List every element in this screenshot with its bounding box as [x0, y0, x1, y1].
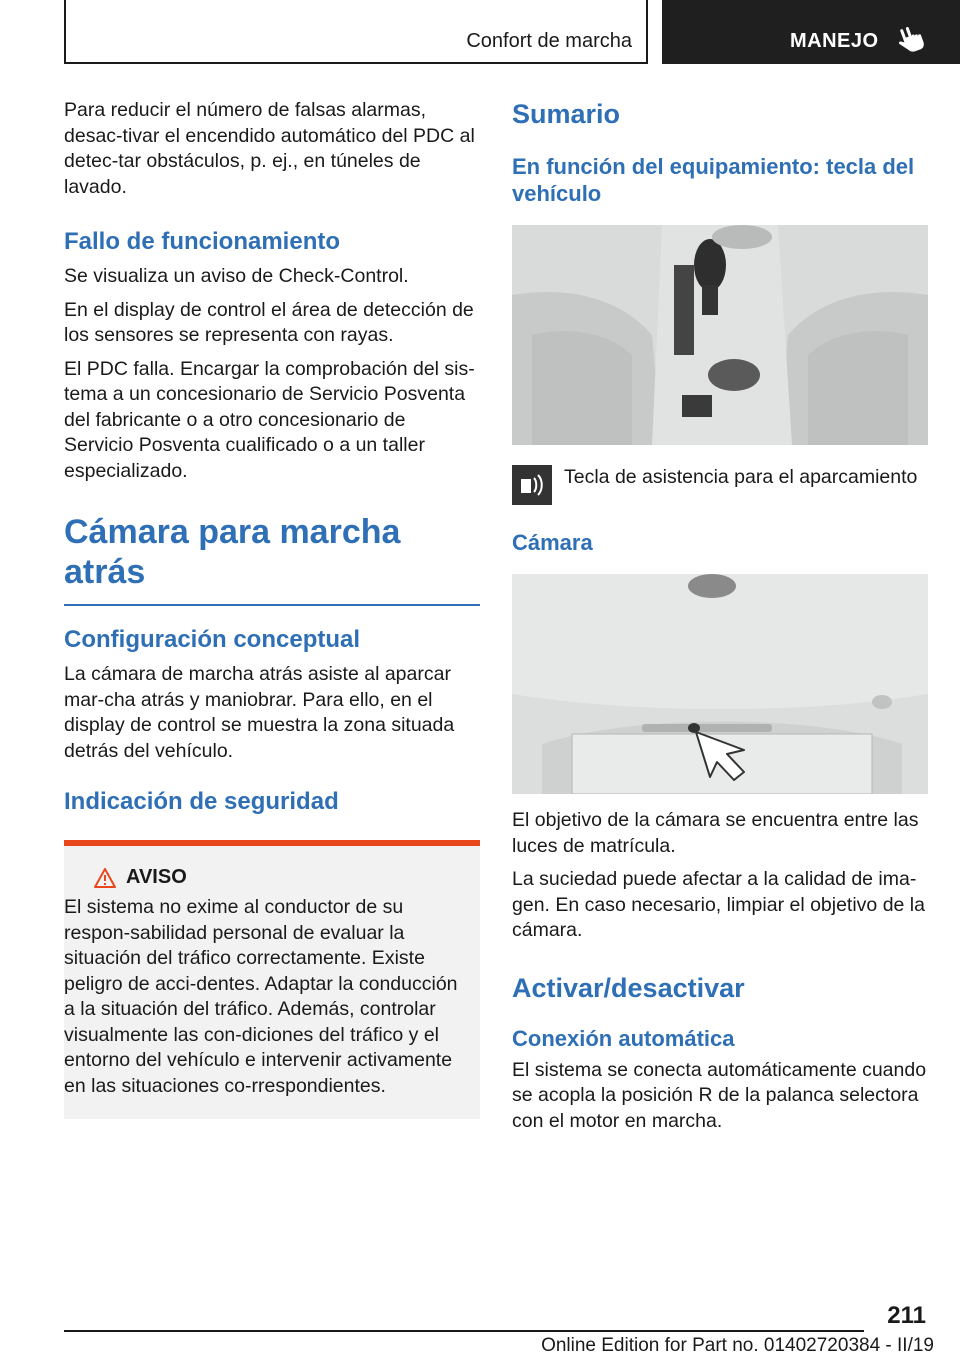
concept-heading: Configuración conceptual	[64, 626, 361, 653]
header-section-title: Confort de marcha	[466, 30, 632, 52]
auto-connect-heading: Conexión automática	[512, 1025, 735, 1051]
warning-box	[64, 840, 480, 1119]
camera-section-title: Cámara para marcha atrás	[64, 512, 480, 606]
summary-heading: Sumario	[512, 99, 621, 129]
concept-paragraph: La cámara de marcha atrás asiste al aparcar mar‐cha atrás y maniobrar. Para ello, en el display de control se muestra la zona situada detrás del vehículo.	[64, 663, 455, 762]
right-column	[512, 98, 928, 1142]
malfunction-heading: Fallo de funcionamiento	[64, 228, 341, 255]
page-number: 211	[887, 1302, 926, 1329]
left-column	[64, 98, 480, 1119]
safety-heading: Indicación de seguridad	[64, 788, 339, 815]
warning-text: El sistema no exime al conductor de su respon‐sabilidad personal de evaluar la situación del tráfico correctamente. Existe peligro de acci‐dentes. Adaptar la conducción a la situación del tráfico. Además, controlar visualmente las con‐diciones del tráfico y el entorno del vehículo e intervenir activamente en las situaciones co‐rrespondientes.	[64, 896, 458, 1097]
warning-triangle-icon	[94, 868, 116, 888]
header-section-box	[64, 0, 648, 64]
button-caption-row	[512, 465, 928, 505]
equipment-heading: En función del equipamiento: tecla del vehículo	[512, 154, 915, 206]
camera-paragraph-2: La suciedad puede afectar a la calidad de ima‐gen. En caso necesario, limpiar el objetivo de la cámara.	[512, 868, 925, 941]
header-chapter-box	[662, 0, 960, 64]
camera-paragraph-1: El objetivo de la cámara se encuentra entre las luces de matrícula.	[512, 809, 919, 857]
activate-heading: Activar/desactivar	[512, 972, 745, 1003]
parking-assist-button-icon	[512, 465, 552, 505]
pointing-hand-icon	[898, 26, 924, 54]
malfunction-paragraph-1: Se visualiza un aviso de Check-Control.	[64, 265, 409, 287]
button-caption: Tecla de asistencia para el aparcamiento	[564, 466, 918, 488]
rear-camera-photo	[512, 574, 928, 794]
edition-footer: Online Edition for Part no. 01402720384 - II/19	[541, 1335, 934, 1356]
camera-heading: Cámara	[512, 530, 593, 555]
malfunction-paragraph-2: En el display de control el área de detección de los sensores se representa con rayas.	[64, 298, 474, 346]
center-console-photo	[512, 225, 928, 445]
footer-divider	[64, 1330, 864, 1332]
malfunction-paragraph-3: El PDC falla. Encargar la comprobación del sis‐tema a un concesionario de Servicio Posventa del fabricante o a otro concesionario de Servicio Posventa cualificado o a un taller especializado.	[64, 357, 475, 482]
header-chapter-title: MANEJO	[790, 30, 879, 52]
intro-paragraph: Para reducir el número de falsas alarmas, desac‐tivar el encendido automático del PDC al detec‐tar obstáculos, p. ej., en túneles de lavado.	[64, 99, 475, 198]
warning-title: AVISO	[126, 866, 187, 888]
auto-connect-paragraph: El sistema se conecta automáticamente cuando se acopla la posición R de la palanca selectora con el motor en marcha.	[512, 1058, 927, 1132]
